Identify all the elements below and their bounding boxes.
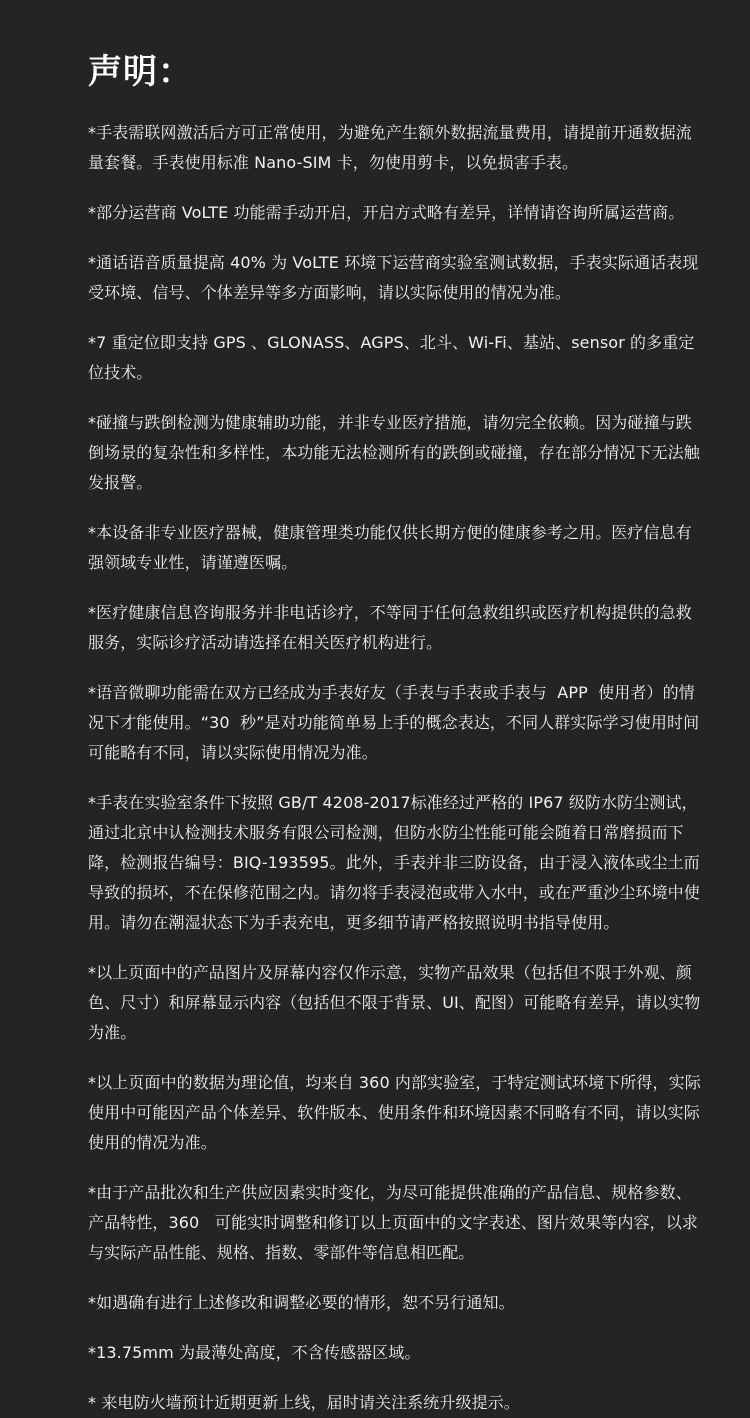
disclaimer-note-7: *医疗健康信息咨询服务并非电话诊疗，不等同于任何急救组织或医疗机构提供的急救服务，实际诊疗活动请选择在相关医疗机构进行。	[88, 603, 692, 652]
disclaimer-note-6: *本设备非专业医疗器械，健康管理类功能仅供长期方便的健康参考之用。医疗信息有强领域专业性，请谨遵医嘱。	[88, 523, 692, 572]
disclaimer-note-8: *语音微聊功能需在双方已经成为手表好友（手表与手表或手表与 APP 使用者）的情况下才能使用。“30 秒”是对功能简单易上手的概念表达，不同人群实际学习使用时间可能略有不同，请以实际使用情况为准。	[88, 683, 700, 762]
disclaimer-notes	[88, 118, 704, 1418]
disclaimer-note-2: *部分运营商 VoLTE 功能需手动开启，开启方式略有差异，详情请咨询所属运营商。	[88, 203, 685, 222]
page-title: 声明：	[88, 52, 193, 92]
disclaimer-note-13: *如遇确有进行上述修改和调整必要的情形，恕不另行通知。	[88, 1293, 515, 1312]
disclaimer-note-1: *手表需联网激活后方可正常使用，为避免产生额外数据流量费用，请提前开通数据流量套餐。手表使用标准 Nano-SIM 卡，勿使用剪卡，以免损害手表。	[88, 123, 692, 172]
disclaimer-note-12: *由于产品批次和生产供应因素实时变化，为尽可能提供准确的产品信息、规格参数、产品特性，360 可能实时调整和修订以上页面中的文字表述、图片效果等内容，以求与实际产品性能、规格、指数、零部件等信息相匹配。	[88, 1183, 698, 1262]
disclaimer-note-11: *以上页面中的数据为理论值，均来自 360 内部实验室，于特定测试环境下所得，实际使用中可能因产品个体差异、软件版本、使用条件和环境因素不同略有不同，请以实际使用的情况为准。	[88, 1073, 701, 1152]
disclaimer-note-4: *7 重定位即支持 GPS 、GLONASS、AGPS、北斗、Wi-Fi、基站、sensor 的多重定位技术。	[88, 333, 695, 382]
disclaimer-note-5: *碰撞与跌倒检测为健康辅助功能，并非专业医疗措施，请勿完全依赖。因为碰撞与跌倒场景的复杂性和多样性，本功能无法检测所有的跌倒或碰撞，存在部分情况下无法触发报警。	[88, 413, 700, 492]
disclaimer-note-3: *通话语音质量提高 40% 为 VoLTE 环境下运营商实验室测试数据，手表实际通话表现受环境、信号、个体差异等多方面影响，请以实际使用的情况为准。	[88, 253, 699, 302]
disclaimer-note-9: *手表在实验室条件下按照 GB/T 4208-2017标准经过严格的 IP67 级防水防尘测试，通过北京中认检测技术服务有限公司检测，但防水防尘性能可能会随着日常磨损而下降，检测报告编号：BIQ-193595。此外，手表并非三防设备，由于浸入液体或尘土而导致的损坏，不在保修范围之内。请勿将手表浸泡或带入水中，或在严重沙尘环境中使用。请勿在潮湿状态下为手表充电，更多细节请严格按照说明书指导使用。	[88, 793, 700, 932]
disclaimer-note-15: * 来电防火墙预计近期更新上线，届时请关注系统升级提示。	[88, 1393, 520, 1412]
disclaimer-note-10: *以上页面中的产品图片及屏幕内容仅作示意，实物产品效果（包括但不限于外观、颜色、尺寸）和屏幕显示内容（包括但不限于背景、UI、配图）可能略有差异，请以实物为准。	[88, 963, 701, 1042]
disclaimer-note-14: *13.75mm 为最薄处高度，不含传感器区域。	[88, 1343, 421, 1362]
